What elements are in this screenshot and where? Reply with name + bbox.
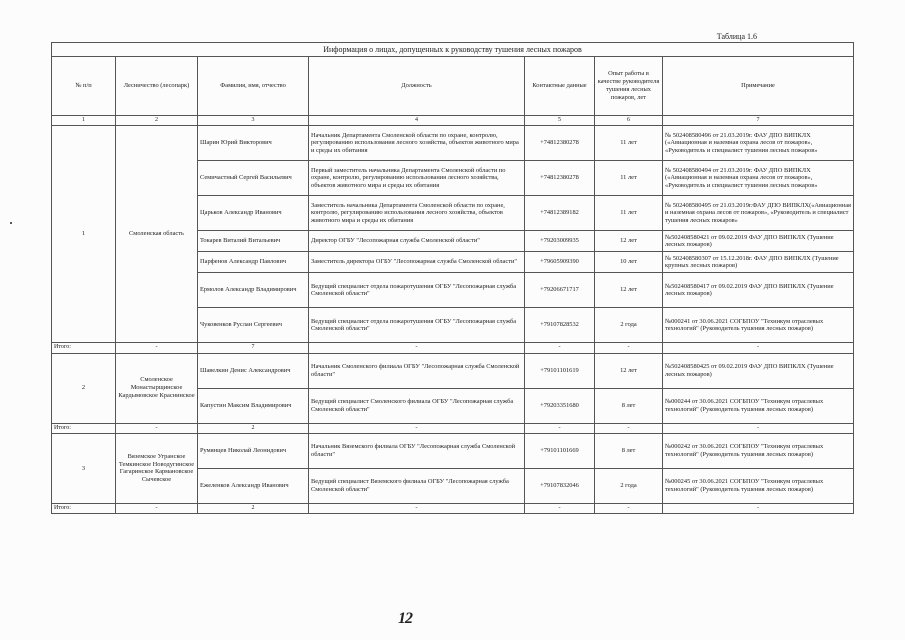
total-forestry: - [116, 423, 198, 433]
group-number: 3 [52, 433, 116, 503]
person-note: №502408580417 от 09.02.2019 ФАУ ДПО ВИПКЛХ (Тушение лесных пожаров) [663, 273, 854, 308]
person-phone: +79203351680 [525, 388, 595, 423]
person-experience: 8 лет [595, 388, 663, 423]
forestry-name: Вяземское Угранское Темкинское Новодугинское Гагаринское Кармановское Сычевское [116, 433, 198, 503]
page-number: 12 [398, 610, 412, 627]
person-name: Капустин Максим Владимирович [198, 388, 309, 423]
header-name: Фамилия, имя, отчество [198, 57, 309, 116]
person-position: Заместитель директора ОГБУ "Лесопожарная служба Смоленской области" [309, 252, 525, 273]
person-position: Ведущий специалист Смоленского филиала ОГБУ "Лесопожарная служба Смоленской области" [309, 388, 525, 423]
scan-speck [10, 222, 12, 224]
person-experience: 11 лет [595, 126, 663, 161]
table-title: Информация о лицах, допущенных к руководству тушения лесных пожаров [52, 43, 854, 57]
person-name: Ермолов Александр Владимирович [198, 273, 309, 308]
person-phone: +79101101669 [525, 433, 595, 468]
total-position: - [309, 423, 525, 433]
person-name: Ежеленков Александр Иванович [198, 468, 309, 503]
total-phone: - [525, 423, 595, 433]
group-number: 2 [52, 353, 116, 423]
column-number: 5 [525, 116, 595, 126]
person-phone: +79107828532 [525, 308, 595, 343]
column-number: 7 [663, 116, 854, 126]
total-phone: - [525, 343, 595, 353]
table-row [52, 433, 854, 468]
person-phone: +79206671717 [525, 273, 595, 308]
table-label: Таблица 1.6 [716, 32, 757, 41]
person-note: № 502408580495 от 21.03.2019г.ФАУ ДПО ВИПКЛХ(«Авиационная и наземная охрана лесов от пожаров», «Руководитель и специалист тушения лесных пожаров» [663, 196, 854, 231]
person-position: Директор ОГБУ "Лесопожарная служба Смоленской области" [309, 231, 525, 252]
person-name: Семичастный Сергей Васильевич [198, 161, 309, 196]
column-number: 4 [309, 116, 525, 126]
responsible-persons-table [51, 42, 854, 514]
person-phone: +74812380278 [525, 161, 595, 196]
person-note: № 502408580496 от 21.03.2019г. ФАУ ДПО ВИПКЛХ («Авиационная и наземная охрана лесов от пожаров», «Руководитель и специалист тушения лесных пожаров» [663, 126, 854, 161]
person-position: Начальник Департамента Смоленской области по охране, контролю, регулированию использования лесного хозяйства, объектов животного мира и среды их обитания [309, 126, 525, 161]
total-row [52, 423, 854, 433]
person-experience: 11 лет [595, 161, 663, 196]
person-note: № 502408580494 от 21.03.2019г. ФАУ ДПО ВИПКЛХ («Авиационная и наземная охрана лесов от пожаров», «Руководитель и специалист тушения лесных пожаров» [663, 161, 854, 196]
total-row [52, 503, 854, 513]
column-number: 1 [52, 116, 116, 126]
person-note: № 502408580307 от 15.12.2018г. ФАУ ДПО ВИПКЛХ (Тушение крупных лесных пожаров) [663, 252, 854, 273]
person-name: Чуковенков Руслан Сергеевич [198, 308, 309, 343]
group-number: 1 [52, 126, 116, 343]
header-forestry: Лесничество (лесопарк) [116, 57, 198, 116]
person-note: №000245 от 30.06.2021 СОГБПОУ "Техникум отраслевых технологий" (Руководитель тушения лесных пожаров) [663, 468, 854, 503]
person-phone: +79107832046 [525, 468, 595, 503]
table-row [52, 353, 854, 388]
total-forestry: - [116, 503, 198, 513]
forestry-name: Смоленская область [116, 126, 198, 343]
total-position: - [309, 343, 525, 353]
total-count: 2 [198, 423, 309, 433]
total-phone: - [525, 503, 595, 513]
total-position: - [309, 503, 525, 513]
person-position: Ведущий специалист Вяземского филиала ОГБУ "Лесопожарная служба Смоленской области" [309, 468, 525, 503]
person-position: Начальник Вяземского филиала ОГБУ "Лесопожарная служба Смоленской области" [309, 433, 525, 468]
total-note: - [663, 503, 854, 513]
person-position: Первый заместитель начальника Департамента Смоленской области по охране, контролю, регулированию использования лесного хозяйства, объектов животного мира и среды их обитания [309, 161, 525, 196]
person-note: №000242 от 30.06.2021 СОГБПОУ "Техникум отраслевых технологий" (Руководитель тушения лесных пожаров) [663, 433, 854, 468]
total-experience: - [595, 503, 663, 513]
column-number: 3 [198, 116, 309, 126]
total-forestry: - [116, 343, 198, 353]
person-phone: +74812389182 [525, 196, 595, 231]
person-experience: 10 лет [595, 252, 663, 273]
total-label: Итого: [52, 343, 116, 353]
person-experience: 12 лет [595, 231, 663, 252]
person-note: №502408580421 от 09.02.2019 ФАУ ДПО ВИПКЛХ (Тушение лесных пожаров) [663, 231, 854, 252]
person-note: №502408580425 от 09.02.2019 ФАУ ДПО ВИПКЛХ (Тушение лесных пожаров) [663, 353, 854, 388]
person-phone: +79605909390 [525, 252, 595, 273]
total-experience: - [595, 343, 663, 353]
total-count: 2 [198, 503, 309, 513]
person-experience: 2 года [595, 308, 663, 343]
header-position: Должность [309, 57, 525, 116]
total-row [52, 343, 854, 353]
header-experience: Опыт работы в качестве руководителя тушения лесных пожаров, лет [595, 57, 663, 116]
person-name: Парфенов Александр Павлович [198, 252, 309, 273]
person-position: Заместитель начальника Департамента Смоленской области по охране, контролю, регулированию использования лесного хозяйства, объектов животного мира и среды их обитания [309, 196, 525, 231]
person-position: Ведущий специалист отдела пожаротушения ОГБУ "Лесопожарная служба Смоленской области" [309, 273, 525, 308]
person-phone: +79203009935 [525, 231, 595, 252]
header-num: № п/п [52, 57, 116, 116]
person-position: Ведущий специалист отдела пожаротушения ОГБУ "Лесопожарная служба Смоленской области" [309, 308, 525, 343]
forestry-name: Смоленское Монастырщинское Кардымовское Краснинское [116, 353, 198, 423]
total-note: - [663, 423, 854, 433]
person-note: №000244 от 30.06.2021 СОГБПОУ "Техникум отраслевых технологий" (Руководитель тушения лесных пожаров) [663, 388, 854, 423]
person-experience: 8 лет [595, 433, 663, 468]
person-experience: 12 лет [595, 353, 663, 388]
person-phone: +79101101619 [525, 353, 595, 388]
column-number: 6 [595, 116, 663, 126]
total-label: Итого: [52, 503, 116, 513]
person-name: Шавелкин Денис Александрович [198, 353, 309, 388]
person-name: Румянцев Николай Леонидович [198, 433, 309, 468]
total-label: Итого: [52, 423, 116, 433]
person-note: №000241 от 30.06.2021 СОГБПОУ "Техникум отраслевых технологий" (Руководитель тушения лесных пожаров) [663, 308, 854, 343]
header-contacts: Контактные данные [525, 57, 595, 116]
person-experience: 12 лет [595, 273, 663, 308]
person-experience: 2 года [595, 468, 663, 503]
total-count: 7 [198, 343, 309, 353]
total-note: - [663, 343, 854, 353]
person-name: Шарин Юрий Викторович [198, 126, 309, 161]
person-experience: 11 лет [595, 196, 663, 231]
table-row [52, 126, 854, 161]
column-number: 2 [116, 116, 198, 126]
person-name: Царьков Александр Иванович [198, 196, 309, 231]
header-note: Примечание [663, 57, 854, 116]
person-phone: +74812380278 [525, 126, 595, 161]
person-position: Начальник Смоленского филиала ОГБУ "Лесопожарная служба Смоленской области" [309, 353, 525, 388]
person-name: Токарев Виталий Витальевич [198, 231, 309, 252]
total-experience: - [595, 423, 663, 433]
